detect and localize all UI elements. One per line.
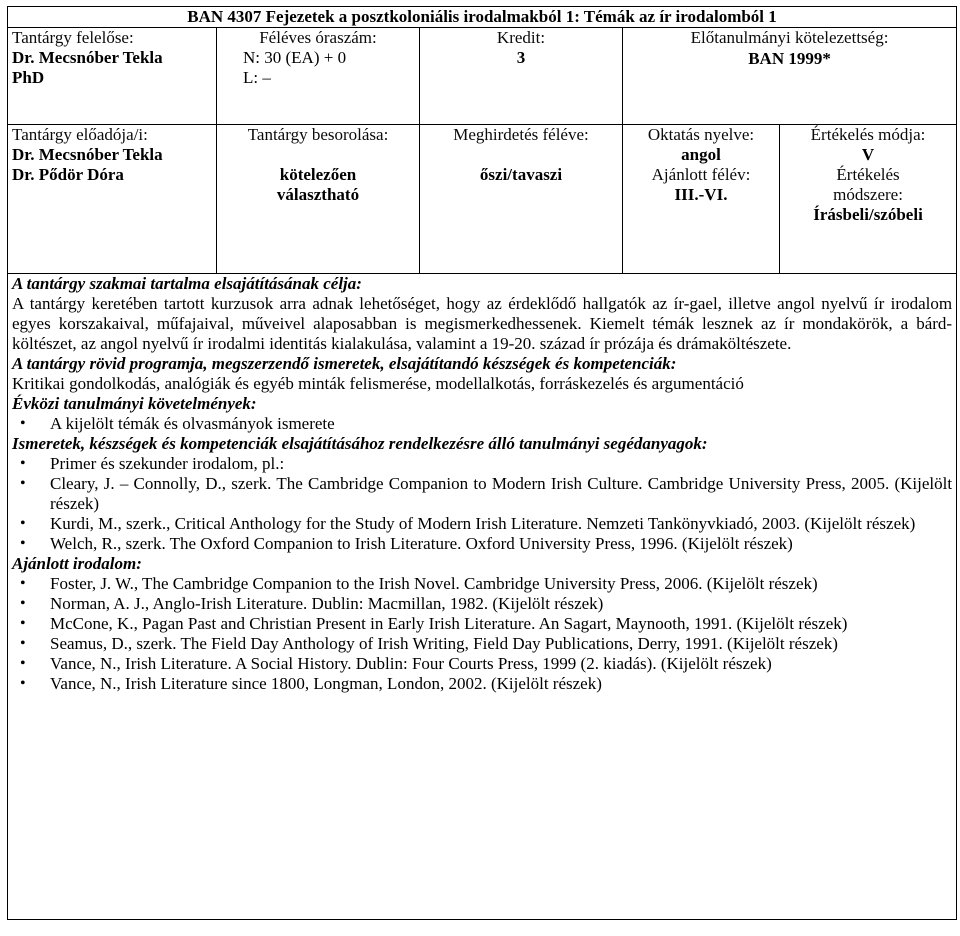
program-heading: A tantárgy rövid programja, megszerzendő ismeretek, elsajátítandó készségek és kompetenciák: (12, 354, 677, 373)
evaluation-cell (780, 125, 957, 274)
language-value: angol (681, 145, 721, 164)
list-item: • Primer és szekunder irodalom, pl.: (50, 454, 952, 474)
lecturer-label: Tantárgy előadója/i: (12, 125, 148, 144)
materials-list (12, 454, 952, 554)
evaluation-method-value: Írásbeli/szóbeli (813, 205, 923, 224)
hours-label: Féléves óraszám: (259, 28, 377, 47)
course-datasheet (7, 6, 956, 933)
requirements-heading: Évközi tanulmányi követelmények: (12, 394, 257, 413)
semester-announce-value: őszi/tavaszi (479, 165, 563, 184)
semester-announce-cell (420, 125, 623, 274)
evaluation-value: V (861, 145, 875, 164)
list-item: • Welch, R., szerk. The Oxford Companion to Irish Literature. Oxford University Press, 1996. (Kijelölt részek) (50, 534, 952, 554)
evaluation-method-label-2: módszere: (833, 185, 903, 204)
recommended-list (12, 574, 952, 694)
responsible-label: Tantárgy felelőse: (12, 28, 134, 47)
list-item: • Kurdi, M., szerk., Critical Anthology for the Study of Modern Irish Literature. Nemzeti Tankönyvkiadó, 2003. (Kijelölt részek) (50, 514, 952, 534)
lecturer-cell (8, 125, 217, 274)
list-item: • Vance, N., Irish Literature. A Social History. Dublin: Four Courts Press, 1999 (2. kiadás). (Kijelölt részek) (50, 654, 952, 674)
responsible-name: Dr. Mecsnóber Tekla (12, 48, 163, 67)
classification-cell (217, 125, 420, 274)
hours-cell (217, 28, 420, 125)
prerequisite-cell (623, 28, 957, 125)
recommended-heading: Ajánlott irodalom: (12, 554, 142, 573)
recommended-semester-label: Ajánlott félév: (651, 165, 751, 184)
classification-value-2: választható (276, 185, 360, 204)
responsible-degree: PhD (12, 68, 45, 87)
responsible-cell (8, 28, 217, 125)
prerequisite-value: BAN 1999* (748, 49, 831, 68)
course-table (7, 6, 957, 920)
list-item: • Foster, J. W., The Cambridge Companion to the Irish Novel. Cambridge University Press, 2006. (Kijelölt részek) (50, 574, 952, 594)
materials-heading: Ismeretek, készségek és kompetenciák elsajátításához rendelkezésre álló tanulmányi segédanyagok: (12, 434, 708, 453)
language-label: Oktatás nyelve: (647, 125, 755, 144)
list-item: • McCone, K., Pagan Past and Christian Present in Early Irish Literature. An Sagart, Maynooth, 1991. (Kijelölt részek) (50, 614, 952, 634)
credit-value: 3 (516, 48, 526, 67)
program-text: Kritikai gondolkodás, analógiák és egyéb minták felismerése, modellalkotás, forráskezelés és argumentáció (12, 374, 744, 393)
recommended-semester-value: III.-VI. (674, 185, 728, 204)
evaluation-method-label-1: Értékelés (836, 165, 900, 184)
evaluation-label: Értékelés módja: (810, 125, 926, 144)
prerequisite-label: Előtanulmányi kötelezettség: (690, 28, 889, 47)
goal-text: A tantárgy keretében tartott kurzusok arra adnak lehetőséget, hogy az érdeklődő hallgatók az ír-gael, illetve angol nyelvű ír irodalom egyes korszakaival, műfajaival, műveivel alaposabban is megismerkedhessenek. Kiemelt témák lesznek az ír mondakörök, a bárd-költészet, az angol nyelvű ír irodalmi identitás kialakulása, valamint a 19-20. század ír prózája és drámaköltészete. (12, 294, 953, 353)
lecturer-2: Dr. Pődör Dóra (12, 165, 124, 184)
course-title: BAN 4307 Fejezetek a posztkoloniális irodalmakból 1: Témák az ír irodalomból 1 (8, 7, 957, 28)
list-item: • Seamus, D., szerk. The Field Day Anthology of Irish Writing, Field Day Publications, Derry, 1991. (Kijelölt részek) (50, 634, 952, 654)
requirements-list (12, 414, 952, 434)
classification-label: Tantárgy besorolása: (247, 125, 389, 144)
list-item: • A kijelölt témák és olvasmányok ismerete (50, 414, 952, 434)
list-item: • Norman, A. J., Anglo-Irish Literature. Dublin: Macmillan, 1982. (Kijelölt részek) (50, 594, 952, 614)
credit-cell (420, 28, 623, 125)
lecturer-1: Dr. Mecsnóber Tekla (12, 145, 163, 164)
language-cell (623, 125, 780, 274)
credit-label: Kredit: (496, 28, 546, 47)
list-item: • Vance, N., Irish Literature since 1800, Longman, London, 2002. (Kijelölt részek) (50, 674, 952, 694)
list-item: • Cleary, J. – Connolly, D., szerk. The Cambridge Companion to Modern Irish Culture. Cambridge University Press, 2005. (Kijelölt részek) (50, 474, 952, 514)
classification-value-1: kötelezően (279, 165, 357, 184)
hours-l: L: – (243, 68, 271, 87)
hours-n: N: 30 (EA) + 0 (243, 48, 347, 67)
semester-announce-label: Meghirdetés féléve: (453, 125, 589, 144)
course-content-cell (8, 274, 957, 920)
goal-heading: A tantárgy szakmai tartalma elsajátításának célja: (12, 274, 362, 293)
